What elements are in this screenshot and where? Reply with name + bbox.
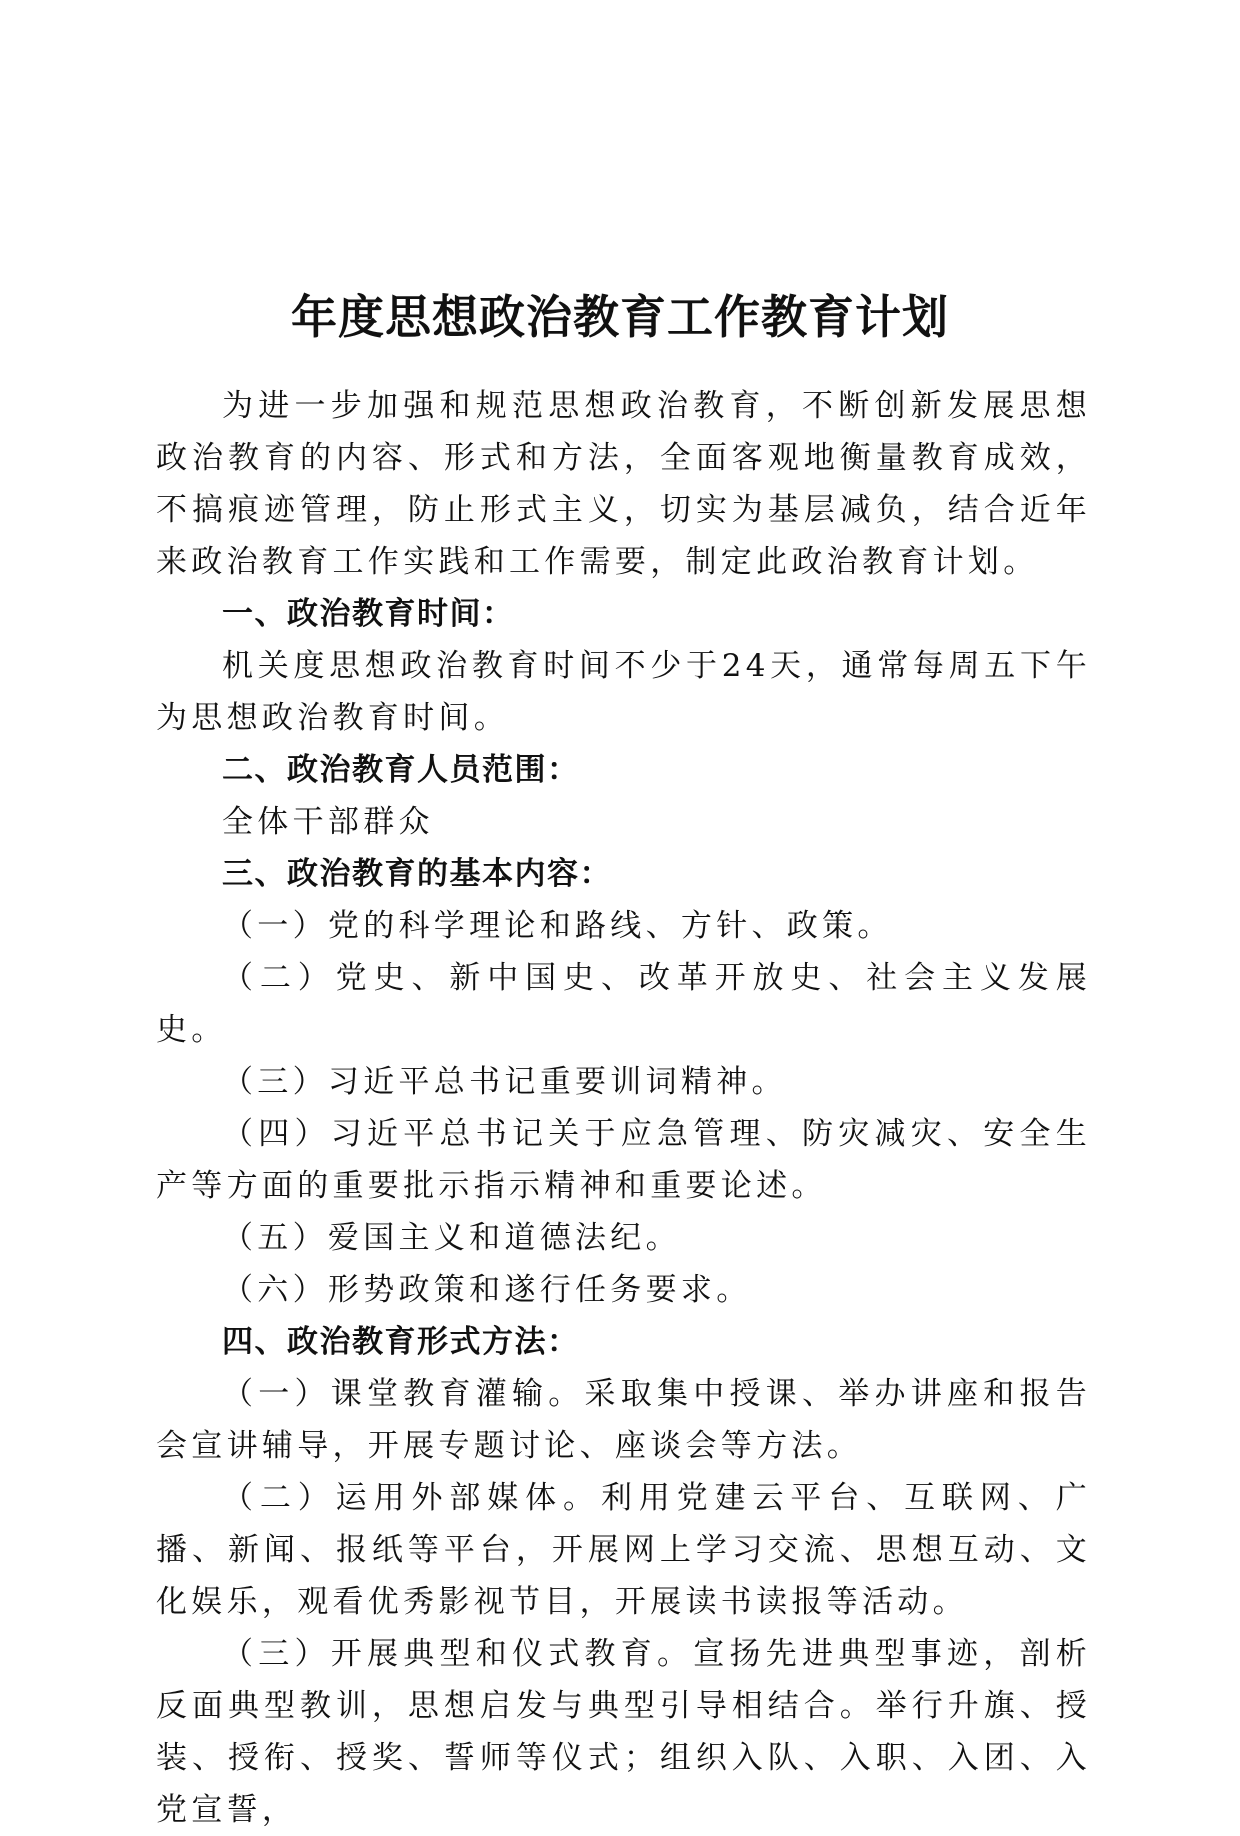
section-body-scope: 全体干部群众 [222, 804, 434, 840]
document-title: 年度思想政治教育工作教育计划 [291, 289, 949, 344]
method-item: （三）开展典型和仪式教育。宣扬先进典型事迹，剖析反面典型教训，思想启发与典型引导相结合。举行升旗、授装、授衔、授奖、誓师等仪式；组织入队、入职、入团、入党宣誓， [156, 1636, 1091, 1828]
section-body-time: 机关度思想政治教育时间不少于24天，通常每周五下午为思想政治教育时间。 [156, 648, 1091, 736]
section-heading-scope: 二、政治教育人员范围： [222, 752, 580, 788]
method-item: （二）运用外部媒体。利用党建云平台、互联网、广播、新闻、报纸等平台，开展网上学习交流、思想互动、文化娱乐，观看优秀影视节目，开展读书读报等活动。 [156, 1480, 1091, 1620]
method-item: （一）课堂教育灌输。采取集中授课、举办讲座和报告会宣讲辅导，开展专题讨论、座谈会等方法。 [156, 1376, 1091, 1464]
document-body [156, 380, 1091, 1836]
section-heading-methods: 四、政治教育形式方法： [222, 1324, 580, 1360]
content-item: （六）形势政策和遂行任务要求。 [222, 1272, 752, 1308]
content-item: （五）爱国主义和道德法纪。 [222, 1220, 681, 1256]
content-item: （二）党史、新中国史、改革开放史、社会主义发展史。 [156, 960, 1091, 1048]
section-heading-time: 一、政治教育时间： [222, 596, 515, 632]
section-heading-content: 三、政治教育的基本内容： [222, 856, 612, 892]
content-item: （一）党的科学理论和路线、方针、政策。 [222, 908, 893, 944]
content-item: （三）习近平总书记重要训词精神。 [222, 1064, 787, 1100]
intro-paragraph: 为进一步加强和规范思想政治教育，不断创新发展思想政治教育的内容、形式和方法，全面客观地衡量教育成效，不搞痕迹管理，防止形式主义，切实为基层减负，结合近年来政治教育工作实践和工作需要，制定此政治教育计划。 [156, 388, 1091, 580]
content-item: （四）习近平总书记关于应急管理、防灾减灾、安全生产等方面的重要批示指示精神和重要论述。 [156, 1116, 1091, 1204]
